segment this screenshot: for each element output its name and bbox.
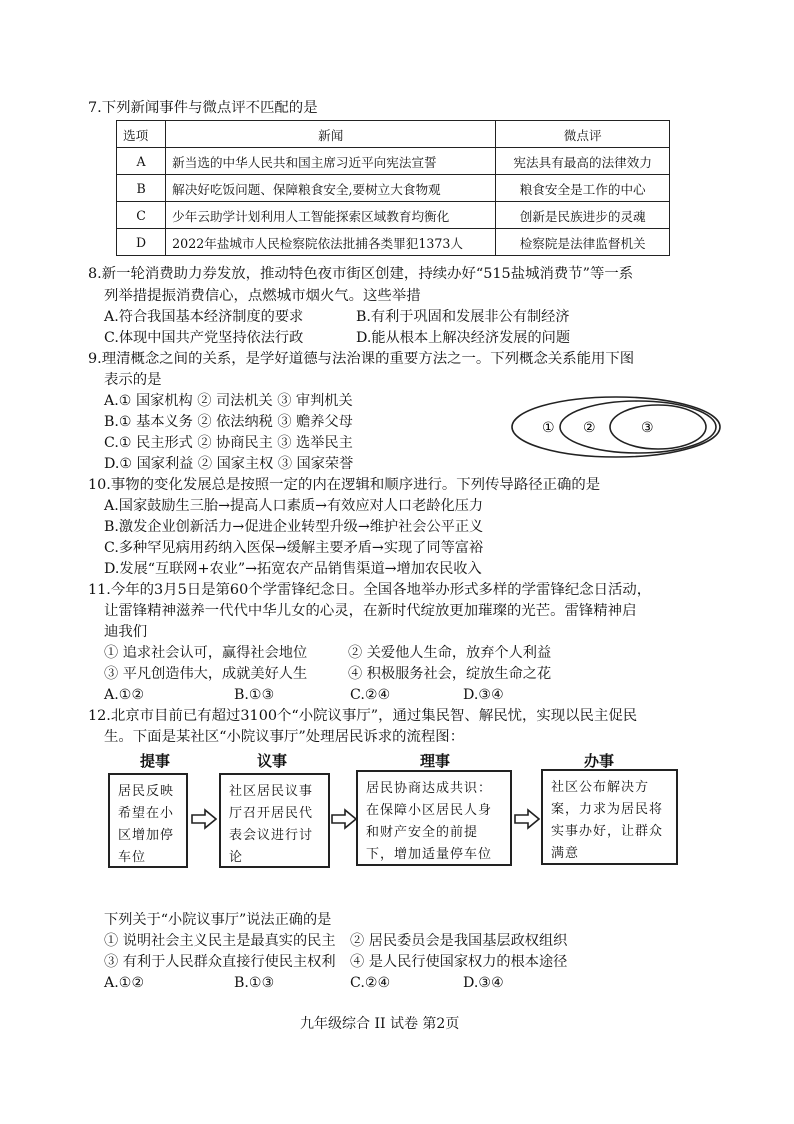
table-header-cell: 微点评 [496,121,670,148]
nested-ellipses-diagram [508,394,724,460]
q12-ask: 下列关于“小院议事厅”说法正确的是 [104,912,332,928]
table-cell: 创新是民族进步的灵魂 [496,202,670,229]
q11-option-a: A.①② [104,687,145,703]
q8-stem-line1: 8.新一轮消费助力券发放，推动特色夜市街区创建，持续办好“515盐城消费节”等一系 [88,266,634,282]
q8-stem-line2: 列举措提振消费信心，点燃城市烟火气。这些举措 [104,288,421,304]
q10-option-c: C.多种罕见病用药纳入医保→缓解主要矛盾→实现了同等富裕 [104,540,484,556]
q12-statement-3: ③ 有利于人民群众直接行使民主权利 [104,954,336,970]
diagram-label-2: ② [583,420,596,436]
flow-step-title: 议事 [257,752,288,770]
table-cell: 少年云助学计划利用人工智能探索区域教育均衡化 [166,202,496,229]
q9-option-d: D.① 国家利益 ② 国家主权 ③ 国家荣誉 [104,456,354,472]
right-arrow-icon [514,808,540,830]
q11-stem-line2: 让雷锋精神滋养一代代中华儿女的心灵，在新时代绽放更加璀璨的光芒。雷锋精神启 [104,603,637,619]
table-cell: A [117,148,166,175]
page-footer: 九年级综合 II 试卷 第2页 [300,1016,460,1032]
table-cell: 解决好吃饭问题、保障粮食安全,要树立大食物观 [166,175,496,202]
table-cell: B [117,175,166,202]
q10-option-d: D.发展“互联网+农业”→拓宽农产品销售渠道→增加农民收入 [104,561,482,577]
q11-statement-2: ② 关爱他人生命，放弃个人利益 [348,645,552,661]
q10-option-a: A.国家鼓励生三胎→提高人口素质→有效应对人口老龄化压力 [104,498,484,514]
q12-statement-2: ② 居民委员会是我国基层政权组织 [350,933,568,949]
q11-option-b: B.①③ [234,687,275,703]
inner-ellipse [610,405,706,449]
q9-option-c: C.① 民主形式 ② 协商民主 ③ 选举民主 [104,435,353,451]
table-header-cell: 新闻 [166,121,496,148]
flow-step-title: 提事 [140,752,171,770]
flow-box-1: 居民反映希望在小区增加停车位 [108,773,188,868]
table-row [117,229,670,256]
q11-statement-4: ④ 积极服务社会，绽放生命之花 [348,666,552,682]
table-row [117,175,670,202]
q12-option-b: B.①③ [234,975,275,991]
q9-option-b: B.① 基本义务 ② 依法纳税 ③ 赡养父母 [104,414,353,430]
flow-box-4: 社区公布解决方案，力求为居民将实事办好，让群众满意 [541,769,678,865]
flow-box-3: 居民协商达成共识：在保障小区居民人身和财产安全的前提下，增加适量停车位 [356,770,512,866]
q12-statement-1: ① 说明社会主义民主是最真实的民主 [104,933,336,949]
table-cell: 检察院是法律监督机关 [496,229,670,256]
table-cell: D [117,229,166,256]
table-header-cell: 选项 [117,121,166,148]
q7-table [116,120,670,256]
q10-stem: 10.事物的变化发展总是按照一定的内在逻辑和顺序进行。下列传导路径正确的是 [88,477,601,493]
q12-option-d: D.③④ [463,975,504,991]
table-row [117,148,670,175]
q12-statement-4: ④ 是人民行使国家权力的根本途径 [350,954,568,970]
right-arrow-icon [331,808,357,830]
flow-box-2: 社区居民议事厅召开居民代表会议进行讨论 [219,773,330,868]
q9-option-a: A.① 国家机构 ② 司法机关 ③ 审判机关 [104,393,353,409]
q8-option-a: A.符合我国基本经济制度的要求 [104,309,304,325]
table-cell: 粮食安全是工作的中心 [496,175,670,202]
q8-option-b: B.有利于巩固和发展非公有制经济 [356,309,570,325]
diagram-label-3: ③ [641,420,654,436]
table-cell: C [117,202,166,229]
q11-option-c: C.②④ [350,687,391,703]
table-header-row [117,121,670,148]
q10-option-b: B.激发企业创新活力→促进企业转型升级→维护社会公平正义 [104,519,484,535]
q11-stem-line1: 11.今年的3月5日是第60个学雷锋纪念日。全国各地举办形式多样的学雷锋纪念日活动， [88,582,652,598]
q8-option-c: C.体现中国共产党坚持依法行政 [104,330,304,346]
q9-stem-line1: 9.理清概念之间的关系，是学好道德与法治课的重要方法之一。下列概念关系能用下图 [88,351,635,367]
q12-stem-line2: 生。下面是某社区“小院议事厅”处理居民诉求的流程图： [104,729,465,745]
q7-stem: 7.下列新闻事件与微点评不匹配的是 [88,100,318,116]
q9-stem-line2: 表示的是 [104,372,162,388]
q11-statement-1: ① 追求社会认可，赢得社会地位 [104,645,308,661]
q11-option-d: D.③④ [463,687,504,703]
right-arrow-icon [191,808,217,830]
table-cell: 2022年盐城市人民检察院依法批捕各类罪犯1373人 [166,229,496,256]
q11-stem-line3: 迪我们 [104,624,148,640]
q12-option-c: C.②④ [350,975,391,991]
table-cell: 新当选的中华人民共和国主席习近平向宪法宣誓 [166,148,496,175]
table-cell: 宪法具有最高的法律效力 [496,148,670,175]
q12-stem-line1: 12.北京市目前已有超过3100个“小院议事厅”，通过集民智、解民忧，实现以民主促民 [88,708,638,724]
q8-option-d: D.能从根本上解决经济发展的问题 [356,330,571,346]
table-row [117,202,670,229]
q12-option-a: A.①② [104,975,145,991]
flow-step-title: 办事 [584,752,615,770]
q11-statement-3: ③ 平凡创造伟大，成就美好人生 [104,666,308,682]
flow-step-title: 理事 [420,752,451,770]
diagram-label-1: ① [542,420,555,436]
